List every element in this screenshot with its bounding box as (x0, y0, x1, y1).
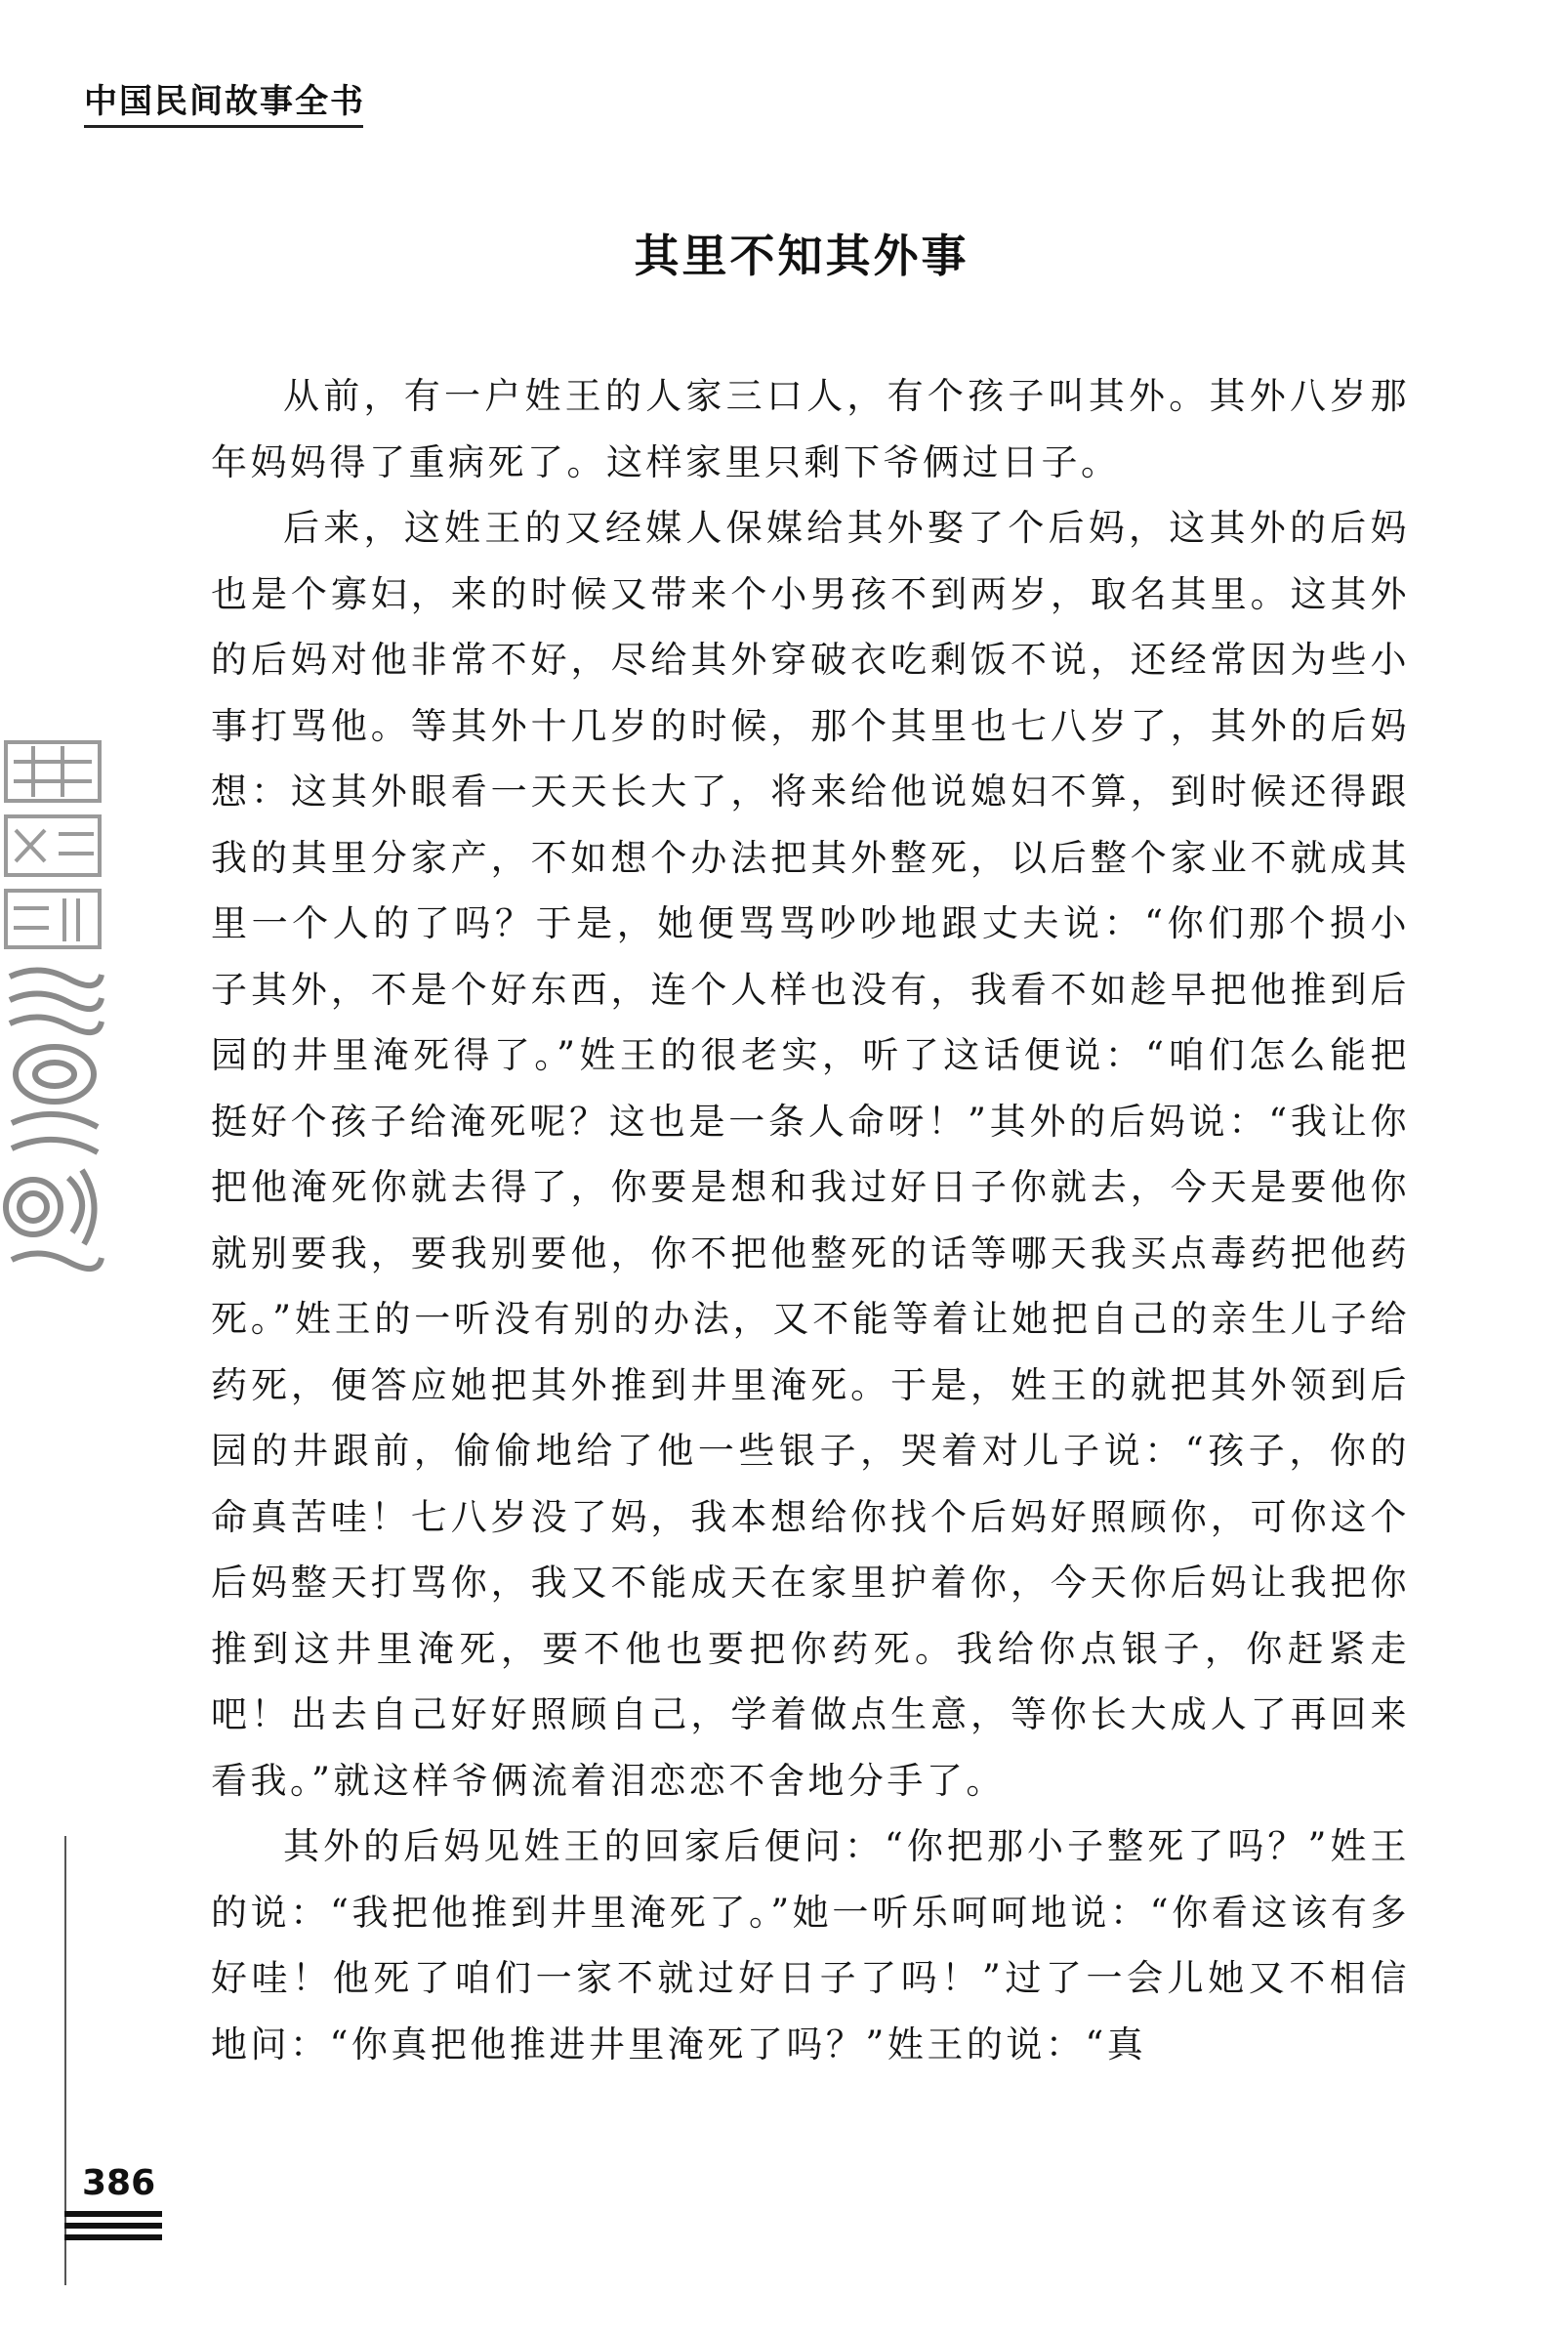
running-header: 中国民间故事全书 (84, 82, 365, 121)
page-bar-2 (64, 2223, 162, 2229)
header-rule (84, 125, 363, 128)
story-paragraph-3: 其外的后妈见姓王的回家后便问：“你把那小子整死了吗？”姓王的说：“我把他推到井里淹死了。”她一听乐呵呵地说：“你看这该有多好哇！他死了咱们一家不就过好日子了吗！”过了一会儿她又不相信地问：“你真把他推进井里淹死了吗？”姓王的说：“真 (211, 1825, 1410, 2065)
page-bar-3 (64, 2234, 162, 2240)
page-number-bars (64, 2211, 162, 2246)
page-number: 386 (82, 2163, 156, 2203)
page-bar-1 (64, 2211, 162, 2217)
story-paragraph-2: 后来，这姓王的又经媒人保媒给其外娶了个后妈，这其外的后妈也是个寡妇，来的时候又带来个小男孩不到两岁，取名其里。这其外的后妈对他非常不好，尽给其外穿破衣吃剩饭不说，还经常因为些小事打骂他。等其外十几岁的时候，那个其里也七八岁了，其外的后妈想：这其外眼看一天天长大了，将来给他说媳妇不算，到时候还得跟我的其里分家产，不如想个办法把其外整死，以后整个家业不就成其里一个人的了吗？于是，她便骂骂吵吵地跟丈夫说：“你们那个损小子其外，不是个好东西，连个人样也没有，我看不如趁早把他推到后园的井里淹死得了。”姓王的很老实，听了这话便说：“咱们怎么能把挺好个孩子给淹死呢？这也是一条人命呀！”其外的后妈说：“我让你把他淹死你就去得了，你要是想和我过好日子你就去，今天是要他你就别要我，要我别要他，你不把他整死的话等哪天我买点毒药把他药死。”姓王的一听没有别的办法，又不能等着让她把自己的亲生儿子给药死，便答应她把其外推到井里淹死。于是，姓王的就把其外领到后园的井跟前，偷偷地给了他一些银子，哭着对儿子说：“孩子，你的命真苦哇！七八岁没了妈，我本想给你找个后妈好照顾你，可你这个后妈整天打骂你，我又不能成天在家里护着你，今天你后妈让我把你推到这井里淹死，要不他也要把你药死。我给你点银子，你赶紧走吧！出去自己好好照顾自己，学着做点生意，等你长大成人了再回来看我。”就这样爷俩流着泪恋恋不舍地分手了。 (211, 507, 1410, 1802)
story-body (211, 363, 1410, 2077)
story-title: 其里不知其外事 (634, 229, 970, 282)
folk-ornament-icon (0, 732, 105, 1289)
story-paragraph-1: 从前，有一户姓王的人家三口人，有个孩子叫其外。其外八岁那年妈妈得了重病死了。这样家里只剩下爷俩过日子。 (211, 375, 1410, 483)
